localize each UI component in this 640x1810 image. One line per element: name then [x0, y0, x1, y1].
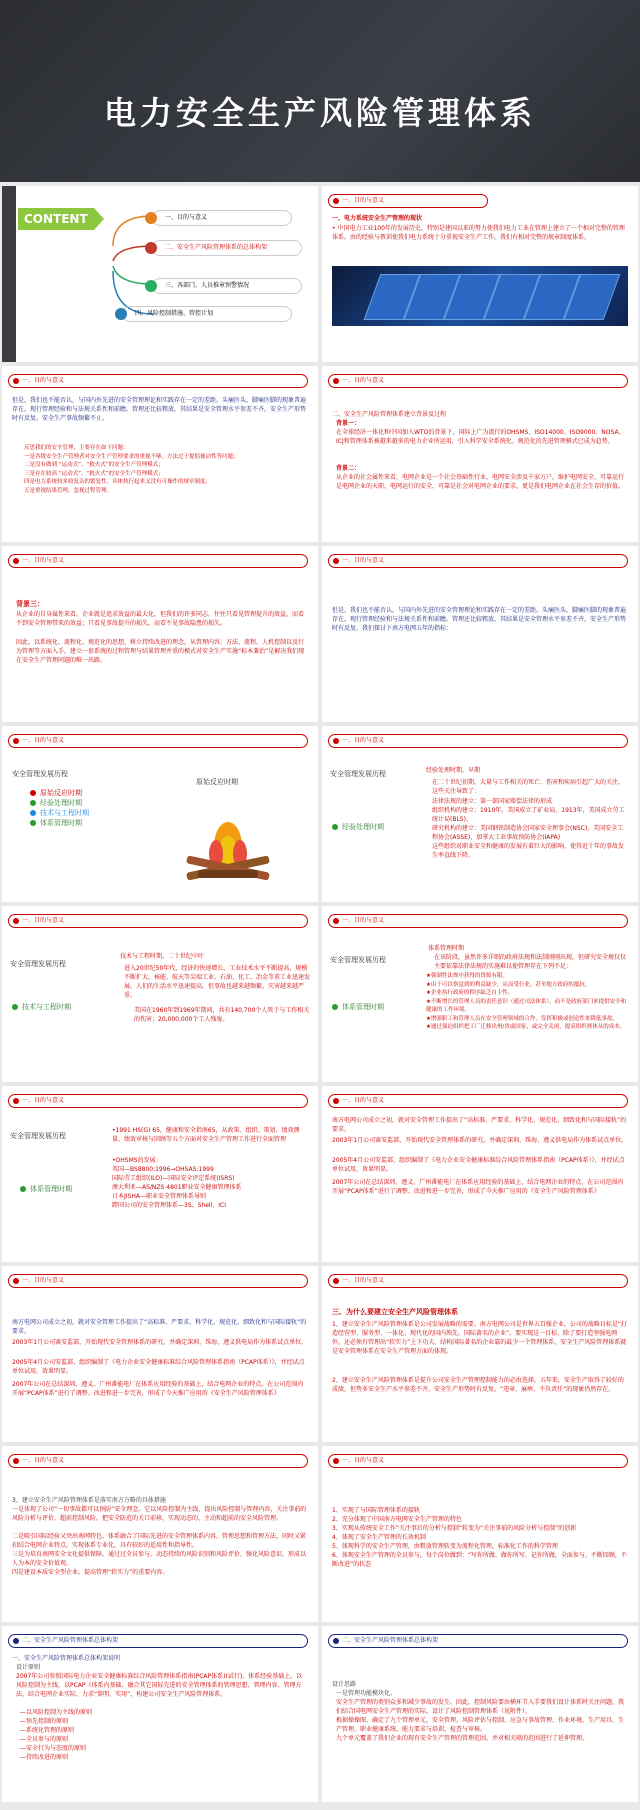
design-idea-3: 根据操操图、确定了九个管理单元，安全管理、风险评估与控制、应急与事故管理、作业环境、生产用具、生产管理、职业健康系统、能力要求与培训、检查与审核。 — [336, 1717, 625, 1733]
stage-title: 经验处理时期，早期 — [426, 767, 481, 774]
side-band — [2, 186, 16, 362]
stage-title: 技术与工程时期，二十世纪中叶 — [120, 953, 205, 960]
slide-background-3 — [2, 546, 318, 722]
stage-item: 经验处理时期 — [30, 798, 89, 808]
stage-intro: 在该阶段，虽然许多详细的政府法规和法制刚刚出现，但研究安全规仅仅主要依靠法律法规的实施难以使管理存在下列不足： — [434, 954, 627, 970]
slide-ohsms — [2, 1086, 318, 1262]
principle-1: —以风险控制为主线的原则 — [20, 1709, 93, 1716]
section-pill: 一、目的与意义 — [8, 1454, 308, 1468]
reason-2: 2、建立安全生产风险管理体系是提升公司安全生产管理控制能力的必由选择。五年来，安全生产取得了较好的成绩，但势多安全生产水平参差不齐，安全生产形势时有反复。“违章、麻痹、不负责任”的现象仍然存在。 — [332, 1377, 624, 1393]
current-stage: 体系管理时期 — [20, 1184, 72, 1194]
slide-paragraph: 但是，我们也不能否认，与国内外先进的安全管理理论和实践存在一定的差距。头痛医头、脚痛医脚的现象普遍存在，现行管理经验和与法规关系性和前瞻。管理还比较粗放，其结果是安全管理水平参差不齐，安全生产形势时有反复，我们探讨下南方电网五年的指标： — [332, 607, 627, 632]
history-label: 安全管理发展历程 — [330, 770, 386, 778]
ohsms-intro: •1991 HS(G) 65，健康和安全指南65，从政策、组织、策划、绩效测量、绩效审核与回顾等五个方面对安全生产管理工作进行全面管理 — [112, 1127, 300, 1143]
slide-history-experience — [322, 726, 638, 902]
slide-body: • 中国电力工业100年的发展历史，特别是建国以来的努力使我们电力工业在管理上建立了一个相对完整的管理体系。由的经验与教训使我们电力系统十分重视安全生产工作，我们有相对完整的规章制度体系。 — [332, 225, 625, 241]
slide-heading: 一、电力系统安全生产管理的现状 — [332, 215, 423, 222]
bullet-icon — [145, 280, 157, 292]
slide-significance — [322, 1446, 638, 1622]
slide-contents — [2, 186, 318, 362]
history-p2: 2003年1月公司赛安监部，开始现代安全管理体系的研究，并确定深圳、珠海、遵义供电局作为体系试点单位。 — [332, 1137, 628, 1144]
section-pill: 一、目的与意义 — [8, 374, 308, 388]
design-idea-2: 安全生产管理的类别众多和减少事故的发生。因此，控制风险要由横环节入手要我们设计体系时关注问题，我们结合国电网安全生产管理的实际，设计了风险控制管理体系（见附件）。 — [336, 1699, 625, 1715]
stage-details: 法律法规的建立：第一部国家赔偿法律的形成 组织机构的建立：1910年，美国成立了矿业局，1913年，美国成立劳工统计局(BLS)， 研究机构的建立：美国钢铁制造协会国家安全理事会(NSC)，美国安全工程协会(ASSE)，加拿大工业事故预防协会(IAPA) 这些组织对职业安全和健康的发展有着巨大的影响，使得近十年的事故发生率直线下降。 — [432, 798, 625, 859]
background-1-label: 背景一： — [336, 420, 361, 427]
design-principle-text: 2007年公司参照国际电力企业安全健康标准综合风险管理体系指南(PCAP体系)(试行)，体系经验基础上，以风险控制为主线，以PCAP《体系内基础、融合其它国际先进的安全管理体系的管理思想、管理内容、管理方法，结合电网企业实际，力求“简明、实用”，构建公司安全生产风险管理体系。 — [16, 1673, 303, 1698]
slide-heading: 二、安全生产风险管理体系建立背景及过程 — [332, 411, 447, 418]
campfire-icon — [178, 806, 278, 886]
toc-item-1[interactable] — [152, 210, 292, 226]
stage-intro: 进入20世纪50年代，经济的快速增长，工业技术水平不断提高，规模不断扩大，核能、航天等尖端工业、石油、化工、冶金等重工业迅速发展。人们的生活水平迅速提高，但事故也越来越频繁，灾害越来越严重。 — [124, 965, 311, 999]
history-p4: 2007年公司在总结深圳、遵义、广州番能电厂在体系应用经验的基础上，结合电网企业的特点，在公司范围内开展“PCAP体系”进行了调整、改进和进一步完善，形成了今天推广应用的《安全生产风险管理体系》 — [332, 1179, 624, 1195]
slide-status — [322, 186, 638, 362]
ohsms-list: •OHSMS的发展： 英国—BS8800:1996→OHSAS:1999 国际劳工组织(ILO)—国际安全评定系统(ISRS) 澳大利亚—AS/NZS 4801职业安全健康管理体系 日本JISHA—职业安全管理体系导则 跨国公司的安全管理体系—3S、Shell、ICI — [112, 1157, 242, 1209]
principle-6: —持续改进的原则 — [20, 1754, 69, 1761]
slide-indicators — [322, 546, 638, 722]
measure-4: 四是建设本质安全型企业。提高管理“软实力”的重要内容。 — [12, 1569, 169, 1576]
design-idea-1: 一是管理功能模块化。 — [336, 1690, 397, 1697]
toc-item-3[interactable] — [152, 278, 302, 294]
cover-title: 电力安全生产风险管理体系 — [103, 94, 536, 132]
slide-heading: 三、为什么要建立安全生产风险管理体系 — [332, 1308, 458, 1316]
content-badge: CONTENT — [18, 208, 94, 230]
cover-banner — [0, 0, 640, 182]
measure-3: 三是为培育南网安全文化提供保障。通过过全员参与，动态持续的风险识别和风险评价，强化风险意识，形成以人为本的安全价值观。 — [12, 1551, 307, 1567]
section-pill: 一、目的与意义 — [8, 1274, 308, 1288]
section-pill: 一、目的与意义 — [328, 734, 628, 748]
significance-3: 3、实现从传统安全工作“关注事后的分析与控制”转变为“关注事前的风险分析与控制”的创新 — [332, 1525, 577, 1532]
slide-history-primitive — [2, 726, 318, 902]
current-stage: 体系管理时期 — [332, 1002, 384, 1012]
stage-item: 原始反应时期 — [30, 788, 89, 798]
current-stage: 技术与工程时期 — [12, 1002, 71, 1012]
measure-1: 一是体现了公司“一切事故都可以预防”安全理念。它以风险控制为主线，提出风险控制与管理内容，关注事前的风险分析与评价，超前控制风险，把安全防范的关口前移，实现动态的、主动和超前的安全风险管理。 — [12, 1506, 307, 1522]
measure-2: 二是吸引国际经验又突出南网特色。体系融合了国际先进的安全管理体系内容，管理思想和管理方法，同时又紧扣结合电网企业特点，实现体系专业化，具有较好的适用性和指导性。 — [12, 1533, 307, 1549]
slide-framework — [2, 1626, 318, 1802]
history-p4: 2007年公司在总结深圳、遵义、广州番能电厂在体系应用经验的基础上，结合电网企业的特点，在公司范围内开展“PCAP体系”进行了调整、改进和进一步完善，形成了今天推广应用的《安全生产风险管理体系》 — [12, 1381, 304, 1397]
bullet-icon — [145, 212, 157, 224]
current-stage: 经验处理时期 — [332, 822, 384, 832]
stage-list — [30, 788, 89, 828]
slide-reflection — [2, 366, 318, 542]
stage-details: ★强制性法规中获得的资源有限。 ★由于可以察觉到的利益缺少，从而受行业，甚至地方政府的抵抗。 ★企业执行政府的程序缺乏自主性。 ★不断增长的管理人员的责任意识（通过司法体系），而不是政府部门来提供安全和健康的工作环境。 ★增强职工和管理人员在安全管理领域的合作，发挥积极或创造性来降低事故。 ★通过强迫组织把工厂迁移出州/省或国家，或完全关闭，提高组织规体从的成本。 — [426, 973, 627, 1030]
history-label: 安全管理发展历程 — [330, 956, 386, 964]
stage-intro: 在二十世纪初期，大量与工作相关的死亡、伤害和疾病引起广大的关注，这些关注导致了： — [432, 779, 625, 795]
history-p1: 南方电网公司成立之初，就对安全管理工作提出了“高标准、严要求、科学化、规范化、细致化和与国际接轨”的要求。 — [332, 1117, 627, 1133]
background-1-text: 在全球经济一体化和中国加入WTO的背景下，国际上广为流行的OHSMS、ISO14000、ISO9000、NOSA、ICJ和管理体系被越来越多的电力企业所运用，引入科学安全系统化、规范化的先进管理模式已成为趋势。 — [336, 429, 625, 445]
history-p3: 2005年4月公司安监部，组织编制了《电力企业安全健康标准综合风险管理体系指南（PCAP体系）》，并经试点单位试用，效果明显。 — [332, 1157, 625, 1173]
significance-5: 5、体现科学的安全生产管理，由粗放管理转变为流程化管理，标准化工作的科学管理 — [332, 1543, 558, 1550]
section-pill: 二、安全生产风险管理体系总体构架 — [328, 1634, 628, 1648]
slide-heading: 一、安全生产风险管理体系总体构架说明 — [12, 1655, 121, 1662]
history-p1: 南方电网公司成立之初，就对安全管理工作提出了“高标准、严要求、科学化、规范化、细致化和与国际接轨”的要求。 — [12, 1319, 307, 1335]
stage-details: 美国在1960年到1969年期间，共有140,700个人死于与工作相关的伤害；20,000,000个工人残废。 — [134, 1007, 310, 1023]
reason-1: 1、建立安全生产风险管理体系是公司发展战略的需要。南方电网公司是世界五百强企业，公司的战略目标是“打造经营型、服务型、一体化、现代化的国内领先、国际著名的企业”，要实现这一目标，除了要打造坚强电网外，还必须有管理出“软实力”上下功夫，结构国际著名的企业靠的最少一个管理体系，安全生产风险管理体系就是安全管理体系在安全生产管理方面的体现。 — [332, 1321, 627, 1355]
background-3-label: 背景三： — [16, 600, 44, 608]
slide-history-tech — [2, 906, 318, 1082]
design-idea-label: 设计思路 — [332, 1681, 357, 1688]
principle-2: —预先控制的原则 — [20, 1718, 69, 1725]
section-pill: 一、目的与意义 — [328, 1094, 628, 1108]
section-pill: 一、目的与意义 — [328, 914, 628, 928]
bullet-icon — [145, 242, 157, 254]
history-p2: 2003年1月公司赛安监部，开始现代安全管理体系的研究，并确定深圳、珠海、遵义供电局作为体系试点单位。 — [12, 1339, 308, 1346]
history-label: 安全管理发展历程 — [10, 1132, 66, 1140]
principle-3: —系统化管理的原则 — [20, 1727, 75, 1734]
significance-6: 6、体现安全生产管理的全员参与，每个岗位做到：“写你所做、做你所写、记你所做，全面参与，不断回顾，不断改进”的状态 — [332, 1552, 627, 1568]
history-p3: 2005年4月公司安监部，组织编制了《电力企业安全健康标准综合风险管理体系指南（PCAP体系）》，并经试点单位试用，效果明显。 — [12, 1359, 305, 1375]
section-pill: 一、目的与意义 — [8, 914, 308, 928]
toc-label: 一、目的与意义 — [165, 214, 208, 221]
section-pill: 一、目的与意义 — [328, 1274, 628, 1288]
slide-paragraph: 但是，我们也不能否认，与国内外先进的安全管理理论和实践存在一定的差距。头痛医头，脚痛医脚的现象普遍存在，现行管理经验和与法规关系性和前瞻。管理还比较粗放，其结果是安全管理水平参差不齐，安全生产形势时有反复。安全生产事故频繁不止。 — [12, 397, 307, 422]
section-pill: 一、目的与意义 — [328, 1454, 628, 1468]
design-idea-4: 九个单元覆盖了我们企业的现有安全生产管理的管理范围，并对相关联的范围进行了延伸管理。 — [336, 1735, 589, 1742]
toc-label: 三、各部门、人员推章预警情况 — [165, 282, 250, 289]
section-pill: 二、安全生产风险管理体系总体构架 — [8, 1634, 308, 1648]
toc-item-4[interactable] — [122, 306, 292, 322]
significance-4: 4、体现了安全生产管理的长效机制 — [332, 1534, 426, 1541]
toc-label: 二、安全生产风险管理体系的总体构架 — [165, 244, 268, 251]
background-3-text: 从企业的自身属性来看，企业就是追求效益的最大化，但我们的许多同志，往往只看见管理提升的效益，而看不到安全管理带来的效益；只看见事故提升的损失，而看不见事故隐患的损失。 — [16, 611, 305, 627]
measure-heading: 3、建立安全生产风险管理体系是落实南方方略的具体措施 — [12, 1497, 166, 1504]
significance-2: 2、充分体现了中国南方电网安全生产管理的特色 — [332, 1516, 462, 1523]
design-principle-label: 设计原则 — [16, 1664, 41, 1671]
slide-csg-history — [322, 1086, 638, 1262]
section-pill: 一、目的与意义 — [328, 194, 488, 208]
history-label: 安全管理发展历程 — [10, 960, 66, 968]
toc-label: 四、风险控制措施、管控计划 — [135, 310, 214, 317]
toc-item-2[interactable] — [152, 240, 302, 256]
section-pill: 一、目的与意义 — [328, 374, 628, 388]
slide-design-idea — [322, 1626, 638, 1802]
background-2-label: 背景二： — [336, 465, 361, 472]
fire-title: 原始反应时期 — [196, 778, 238, 786]
slide-why — [322, 1266, 638, 1442]
section-pill: 一、目的与意义 — [328, 554, 628, 568]
significance-1: 1、实现了与国际管理体系的接轨 — [332, 1507, 420, 1514]
section-pill: 一、目的与意义 — [8, 554, 308, 568]
stage-item: 技术与工程时期 — [30, 808, 89, 818]
slide-measures — [2, 1446, 318, 1622]
problem-list: 反思我们的安全管理，主要存在如下问题： 一是各级安全生产管理者对安全生产管理要求的重视不够，方法过于提倡被动性等问题； 二是没有做到 “运动式”、“救火式”的安全生产管理模式； 三是存在较高 “运动式”、“救火式”的安全生产管理模式； 四是电力系统较多较复杂的繁复性，具体执行起来又没有可操作的规章制度； 五是重视结果管理，忽视过程管理。 — [24, 445, 239, 494]
stage-title: 体系管理时期 — [428, 945, 465, 952]
slide-csg-history-2 — [2, 1266, 318, 1442]
slide-history-system — [322, 906, 638, 1082]
bullet-icon — [115, 308, 127, 320]
stage-item: 体系管理时期 — [30, 818, 89, 828]
history-label: 安全管理发展历程 — [12, 770, 68, 778]
principle-5: —安全行为与态度的原则 — [20, 1745, 87, 1752]
slide-background — [322, 366, 638, 542]
background-2-text: 从企业的社会属性来看，电网企业是一个社会基础性行业，电网安全涉及千家万户，维护电网安全、可靠运行是电网企业的天职。电网运行的安全、可靠是社会对电网企业的要求，更是我们电网企业在社会生存的价值。 — [336, 474, 625, 490]
principle-4: —全员参与的原则 — [20, 1736, 69, 1743]
document-photo — [332, 266, 628, 326]
section-pill: 一、目的与意义 — [8, 734, 308, 748]
section-pill: 一、目的与意义 — [8, 1094, 308, 1108]
background-3-conclusion: 因此，以系统化、流程化、规范化的思想，树立持续改进的理念，从管理内容、方法、流程、人机控制以及行为管理等方面入手，建立一套系统的过程管理与结果管理并重的模式对安全生产实施“标本兼治”是解决我们现在安全生产管理问题的唯一出路。 — [16, 639, 305, 664]
